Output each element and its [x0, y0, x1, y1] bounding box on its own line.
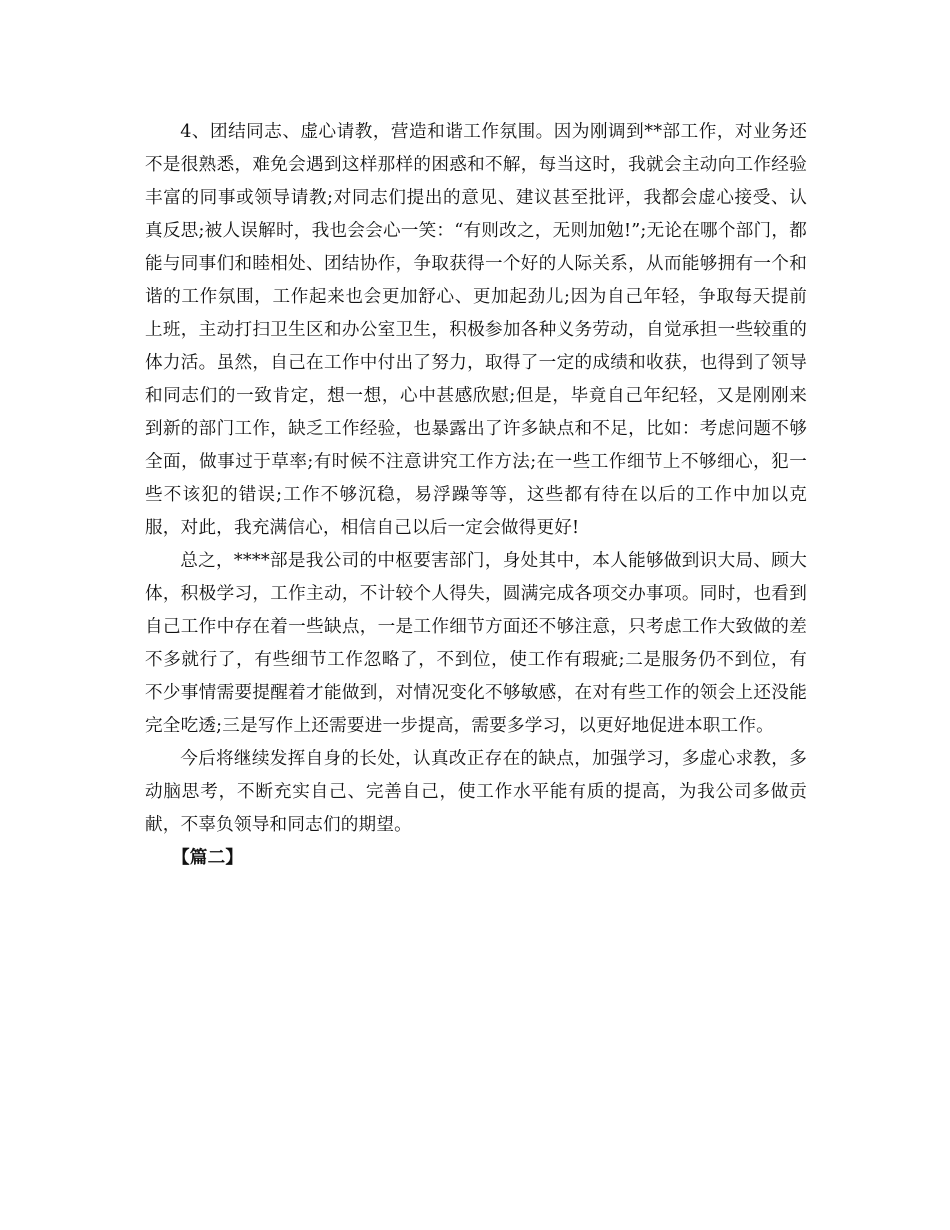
paragraph-summary: 总之，****部是我公司的中枢要害部门，身处其中，本人能够做到识大局、顾大体，积极学习，工作主动，不计较个人得失，圆满完成各项交办事项。同时，也看到自己工作中存在着一些缺点，一是工作细节方面还不够注意，只考虑工作大致做的差不多就行了，有些细节工作忽略了，不到位，使工作有瑕疵;二是服务仍不到位，有不少事情需要提醒着才能做到，对情况变化不够敏感，在对有些工作的领会上还没能完全吃透;三是写作上还需要进一步提高，需要多学习，以更好地促进本职工作。 [145, 551, 807, 736]
paragraph-unity-and-learning: 4、团结同志、虚心请教，营造和谐工作氛围。因为刚调到**部工作，对业务还不是很熟悉，难免会遇到这样那样的困惑和不解，每当这时，我就会主动向工作经验丰富的同事或领导请教;对同志们提出的意见、建议甚至批评，我都会虚心接受、认真反思;被人误解时，我也会会心一笑：“有则改之，无则加勉!”;无论在哪个部门，都能与同事们和睦相处、团结协作，争取获得一个好的人际关系，从而能够拥有一个和谐的工作氛围，工作起来也会更加舒心、更加起劲儿;因为自己年轻，争取每天提前上班，主动打扫卫生区和办公室卫生，积极参加各种义务劳动，自觉承担一些较重的体力活。虽然，自己在工作中付出了努力，取得了一定的成绩和收获，也得到了领导和同志们的一致肯定，想一想，心中甚感欣慰;但是，毕竟自己年纪轻，又是刚刚来到新的部门工作，缺乏工作经验，也暴露出了许多缺点和不足，比如：考虑问题不够全面，做事过于草率;有时候不注意讲究工作方法;在一些工作细节上不够细心，犯一些不该犯的错误;工作不够沉稳，易浮躁等等，这些都有待在以后的工作中加以克服，对此，我充满信心，相信自己以后一定会做得更好! [145, 122, 807, 538]
paragraph-future-plans: 今后将继续发挥自身的长处，认真改正存在的缺点，加强学习，多虚心求教，多动脑思考，不断充实自己、完善自己，使工作水平能有质的提高，为我公司多做贡献，不辜负领导和同志们的期望。 [145, 749, 807, 835]
document-body [145, 116, 807, 875]
section-label-part-two: 【篇二】 [172, 848, 244, 868]
